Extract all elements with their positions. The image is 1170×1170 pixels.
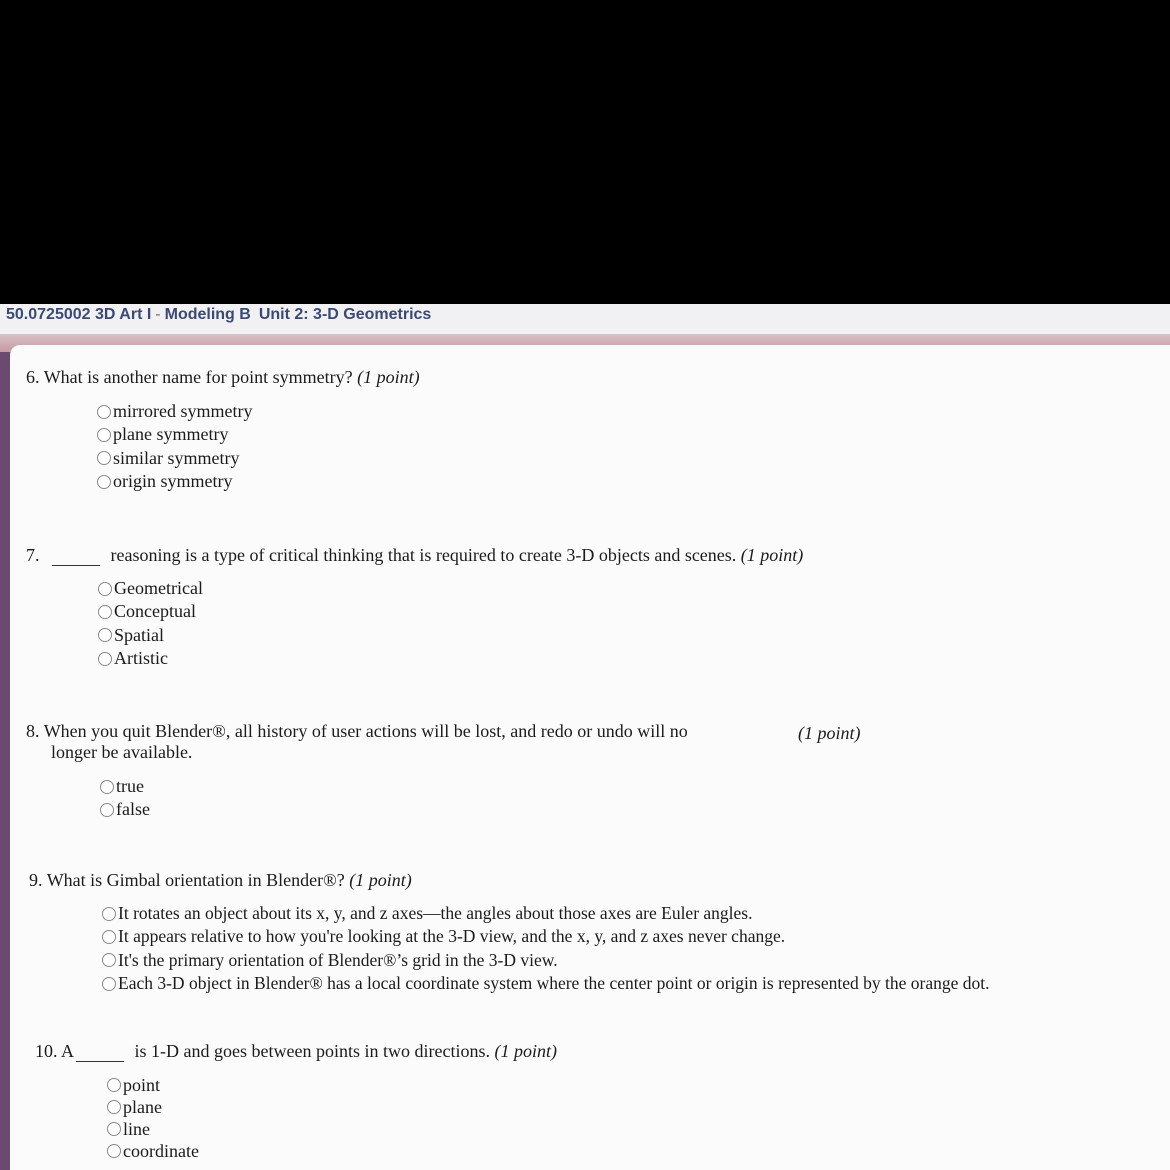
option-label: It rotates an object about its x, y, and z axes—the angles about those axes are Euler angles. bbox=[118, 903, 753, 924]
course-subtitle: Modeling B bbox=[164, 306, 251, 323]
question-7-options bbox=[98, 577, 203, 670]
option-label: It appears relative to how you're looking at the 3-D view, and the x, y, and z axes never change. bbox=[118, 926, 786, 947]
answer-blank bbox=[76, 1045, 124, 1062]
option[interactable] bbox=[97, 423, 252, 446]
question-text: What is Gimbal orientation in Blender®? bbox=[46, 870, 345, 890]
question-number: 9. bbox=[29, 870, 43, 890]
option-label: plane symmetry bbox=[113, 424, 229, 445]
radio-button[interactable] bbox=[97, 405, 111, 419]
option[interactable] bbox=[107, 1074, 199, 1096]
question-points: (1 point) bbox=[798, 723, 861, 743]
radio-button[interactable] bbox=[107, 1144, 121, 1158]
option-label: Spatial bbox=[114, 624, 164, 645]
option-label: true bbox=[116, 776, 144, 797]
radio-button[interactable] bbox=[98, 605, 112, 619]
question-points: (1 point) bbox=[494, 1041, 557, 1061]
option[interactable] bbox=[98, 624, 203, 647]
option-label: false bbox=[116, 799, 150, 820]
question-prefix: A bbox=[61, 1041, 75, 1061]
radio-button[interactable] bbox=[97, 451, 111, 465]
option[interactable] bbox=[100, 775, 150, 798]
course-title-separator: - bbox=[155, 306, 161, 323]
question-number: 6. bbox=[26, 367, 40, 387]
radio-button[interactable] bbox=[107, 1122, 121, 1136]
question-10 bbox=[35, 1041, 557, 1062]
option[interactable] bbox=[107, 1140, 199, 1162]
option[interactable] bbox=[97, 400, 252, 423]
radio-button[interactable] bbox=[97, 428, 111, 442]
radio-button[interactable] bbox=[98, 628, 112, 642]
question-10-options bbox=[107, 1074, 199, 1162]
question-7 bbox=[26, 545, 803, 566]
unit-title: Unit 2: 3-D Geometrics bbox=[258, 306, 432, 323]
option[interactable] bbox=[102, 949, 989, 972]
option[interactable] bbox=[102, 902, 989, 925]
radio-button[interactable] bbox=[98, 582, 112, 596]
option[interactable] bbox=[98, 647, 203, 670]
option[interactable] bbox=[102, 925, 989, 948]
question-text: What is another name for point symmetry? bbox=[43, 367, 353, 387]
option[interactable] bbox=[102, 972, 989, 995]
question-8 bbox=[26, 721, 688, 742]
question-points: (1 point) bbox=[357, 367, 420, 387]
question-points: (1 point) bbox=[349, 870, 412, 890]
radio-button[interactable] bbox=[102, 930, 116, 944]
option-label: It's the primary orientation of Blender®’s grid in the 3-D view. bbox=[118, 949, 558, 970]
option-label: Artistic bbox=[114, 648, 168, 669]
course-title bbox=[6, 306, 431, 324]
question-9 bbox=[29, 870, 412, 891]
radio-button[interactable] bbox=[102, 953, 116, 967]
question-text-line1: When you quit Blender®, all history of user actions will be lost, and redo or undo will no bbox=[43, 721, 688, 741]
radio-button[interactable] bbox=[100, 780, 114, 794]
option-label: mirrored symmetry bbox=[113, 401, 253, 422]
radio-button[interactable] bbox=[98, 652, 112, 666]
question-points: (1 point) bbox=[740, 545, 804, 565]
option-label: plane bbox=[123, 1096, 162, 1117]
option[interactable] bbox=[97, 470, 252, 493]
option[interactable] bbox=[98, 600, 203, 623]
option-label: point bbox=[123, 1074, 161, 1095]
question-number: 8. bbox=[26, 721, 40, 741]
question-6 bbox=[26, 367, 420, 388]
question-9-options bbox=[102, 902, 989, 995]
option-label: Geometrical bbox=[114, 578, 203, 599]
question-number: 7. bbox=[26, 545, 40, 565]
radio-button[interactable] bbox=[97, 475, 111, 489]
option-label: similar symmetry bbox=[113, 447, 240, 468]
radio-button[interactable] bbox=[102, 977, 116, 991]
option[interactable] bbox=[107, 1096, 199, 1118]
option[interactable] bbox=[97, 447, 252, 470]
radio-button[interactable] bbox=[107, 1078, 121, 1092]
answer-blank bbox=[52, 549, 100, 566]
option-label: Conceptual bbox=[114, 601, 196, 622]
option-label: Each 3-D object in Blender® has a local coordinate system where the center point or origin is represented by the orange dot. bbox=[118, 973, 990, 994]
radio-button[interactable] bbox=[107, 1100, 121, 1114]
question-6-options bbox=[97, 400, 252, 493]
option-label: line bbox=[123, 1118, 150, 1139]
question-text: is 1-D and goes between points in two directions. bbox=[134, 1041, 490, 1061]
radio-button[interactable] bbox=[102, 907, 116, 921]
question-8-options bbox=[100, 775, 150, 822]
option-label: origin symmetry bbox=[113, 471, 233, 492]
quiz-content bbox=[10, 345, 1170, 1170]
question-text-line2: longer be available. bbox=[51, 742, 193, 762]
option[interactable] bbox=[100, 798, 150, 821]
question-text: reasoning is a type of critical thinking that is required to create 3-D objects and scenes. bbox=[110, 545, 737, 565]
radio-button[interactable] bbox=[100, 803, 114, 817]
question-number: 10. bbox=[35, 1041, 58, 1061]
option[interactable] bbox=[107, 1118, 199, 1140]
option[interactable] bbox=[98, 577, 203, 600]
option-label: coordinate bbox=[123, 1140, 199, 1161]
photo-black-background bbox=[0, 0, 1170, 304]
course-code: 50.0725002 3D Art I bbox=[6, 306, 152, 323]
